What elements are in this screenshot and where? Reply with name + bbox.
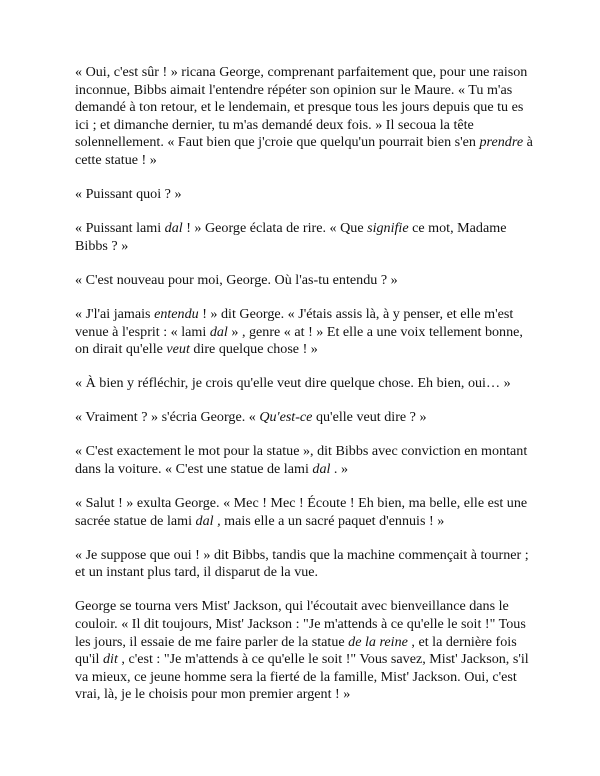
paragraph-10: « Je suppose que oui ! » dit Bibbs, tandis que la machine commençait à tourner ; et un instant plus tard, il disparut de la vue. xyxy=(75,546,529,581)
paragraph-3: « Puissant lami dal ! » George éclata de rire. « Que signifie ce mot, Madame Bibbs ? » xyxy=(75,220,507,254)
paragraph-6: « À bien y réfléchir, je crois qu'elle veut dire quelque chose. Eh bien, oui… » xyxy=(75,375,511,392)
paragraph-4: « C'est nouveau pour moi, George. Où l'as-tu entendu ? » xyxy=(75,271,398,288)
paragraph-8: « C'est exactement le mot pour la statue », dit Bibbs avec conviction en montant dans la voiture. « C'est une statue de lami dal . » xyxy=(75,443,528,477)
paragraph-2: « Puissant quoi ? » xyxy=(75,186,182,203)
document-page xyxy=(75,64,535,721)
paragraph-11: George se tourna vers Mist' Jackson, qui l'écoutait avec bienveillance dans le couloir. « Il dit toujours, Mist' Jackson : "Je m'attends à ce qu'elle le soit !" Tous les jours, il essaie de me faire parler de la statue de la reine , et la dernière fois qu'il dit , c'est : "Je m'attends à ce qu'elle le soit !" Vous savez, Mist' Jackson, s'il va mieux, ce jeune homme sera la fierté de la famille, Mist' Jackson. Oui, c'est vrai, là, je le choisis pour mon premier argent ! » xyxy=(75,598,529,703)
paragraph-1: « Oui, c'est sûr ! » ricana George, comprenant parfaitement que, pour une raison inconnue, Bibbs aimait l'entendre répéter son opinion sur le Maure. « Tu m'as demandé à ton retour, et le lendemain, et presque tous les jours depuis que tu es ici ; et dimanche dernier, tu m'as demandé deux fois. » Il secoua la tête solennellement. « Faut bien que j'croie que quelqu'un pourrait bien s'en prendre à cette statue ! » xyxy=(75,64,533,168)
paragraph-7: « Vraiment ? » s'écria George. « Qu'est-ce qu'elle veut dire ? » xyxy=(75,409,427,426)
paragraph-5: « J'l'ai jamais entendu ! » dit George. « J'étais assis là, à y penser, et elle m'est venue à l'esprit : « lami dal » , genre « at ! » Et elle a une voix tellement bonne, on dirait qu'elle veut dire quelque chose ! » xyxy=(75,305,523,358)
paragraph-9: « Salut ! » exulta George. « Mec ! Mec ! Écoute ! Eh bien, ma belle, elle est une sacrée statue de lami dal , mais elle a un sacré paquet d'ennuis ! » xyxy=(75,495,528,529)
